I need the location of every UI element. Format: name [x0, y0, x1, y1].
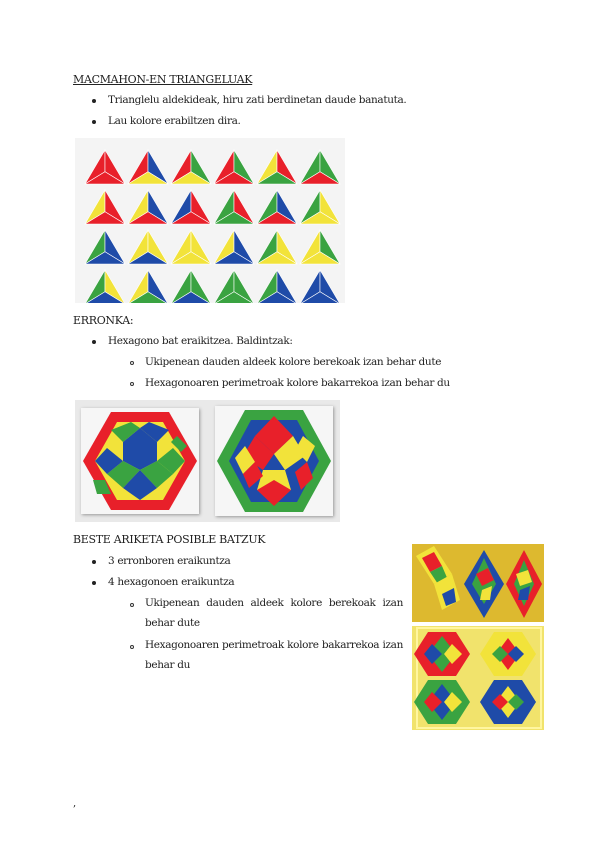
bullet-text: 3 erronboren eraikuntza — [108, 555, 231, 567]
bullet-dot — [92, 120, 96, 124]
hexagon-challenge-image — [75, 400, 340, 522]
hexagon-photo-left — [81, 408, 199, 514]
bullet-dot — [92, 581, 96, 585]
subbullet-text: Hexagonoaren perimetroak kolore bakarrekoa izan behar du — [145, 377, 450, 389]
subbullet-circle — [130, 603, 134, 607]
bullet-dot — [92, 560, 96, 564]
rhombus-constructions-image — [412, 544, 544, 622]
section-title-erronka: ERRONKA: — [73, 314, 134, 327]
subbullet-text: Hexagonoaren perimetroak kolore bakarrekoa izan — [145, 639, 403, 651]
bullet-text: Lau kolore erabiltzen dira. — [108, 115, 241, 127]
subbullet-text-continued: behar du — [145, 659, 190, 671]
hexagon-photo-right — [215, 406, 333, 516]
bullet-dot — [92, 340, 96, 344]
bullet-dot — [92, 99, 96, 103]
subbullet-circle — [130, 645, 134, 649]
subbullet-text: Ukipenean dauden aldeek kolore berekoak izan — [145, 597, 403, 609]
bullet-text: 4 hexagonoen eraikuntza — [108, 576, 235, 588]
four-hexagons-image — [412, 626, 544, 730]
footer-mark: , — [73, 798, 76, 809]
bullet-text: Trianglelu aldekideak, hiru zati berdinetan daude banatuta. — [108, 94, 407, 106]
subbullet-circle — [130, 361, 134, 365]
subbullet-circle — [130, 382, 134, 386]
bullet-text: Hexagono bat eraikitzea. Baldintzak: — [108, 335, 293, 347]
subbullet-text: Ukipenean dauden aldeek kolore berekoak izan behar dute — [145, 356, 442, 368]
section-title-beste-ariketa: BESTE ARIKETA POSIBLE BATZUK — [73, 533, 266, 546]
subbullet-text-continued: behar dute — [145, 617, 200, 629]
section-title-macmahon: MACMAHON-EN TRIANGELUAK — [73, 73, 253, 86]
macmahon-triangles-image — [75, 138, 345, 303]
